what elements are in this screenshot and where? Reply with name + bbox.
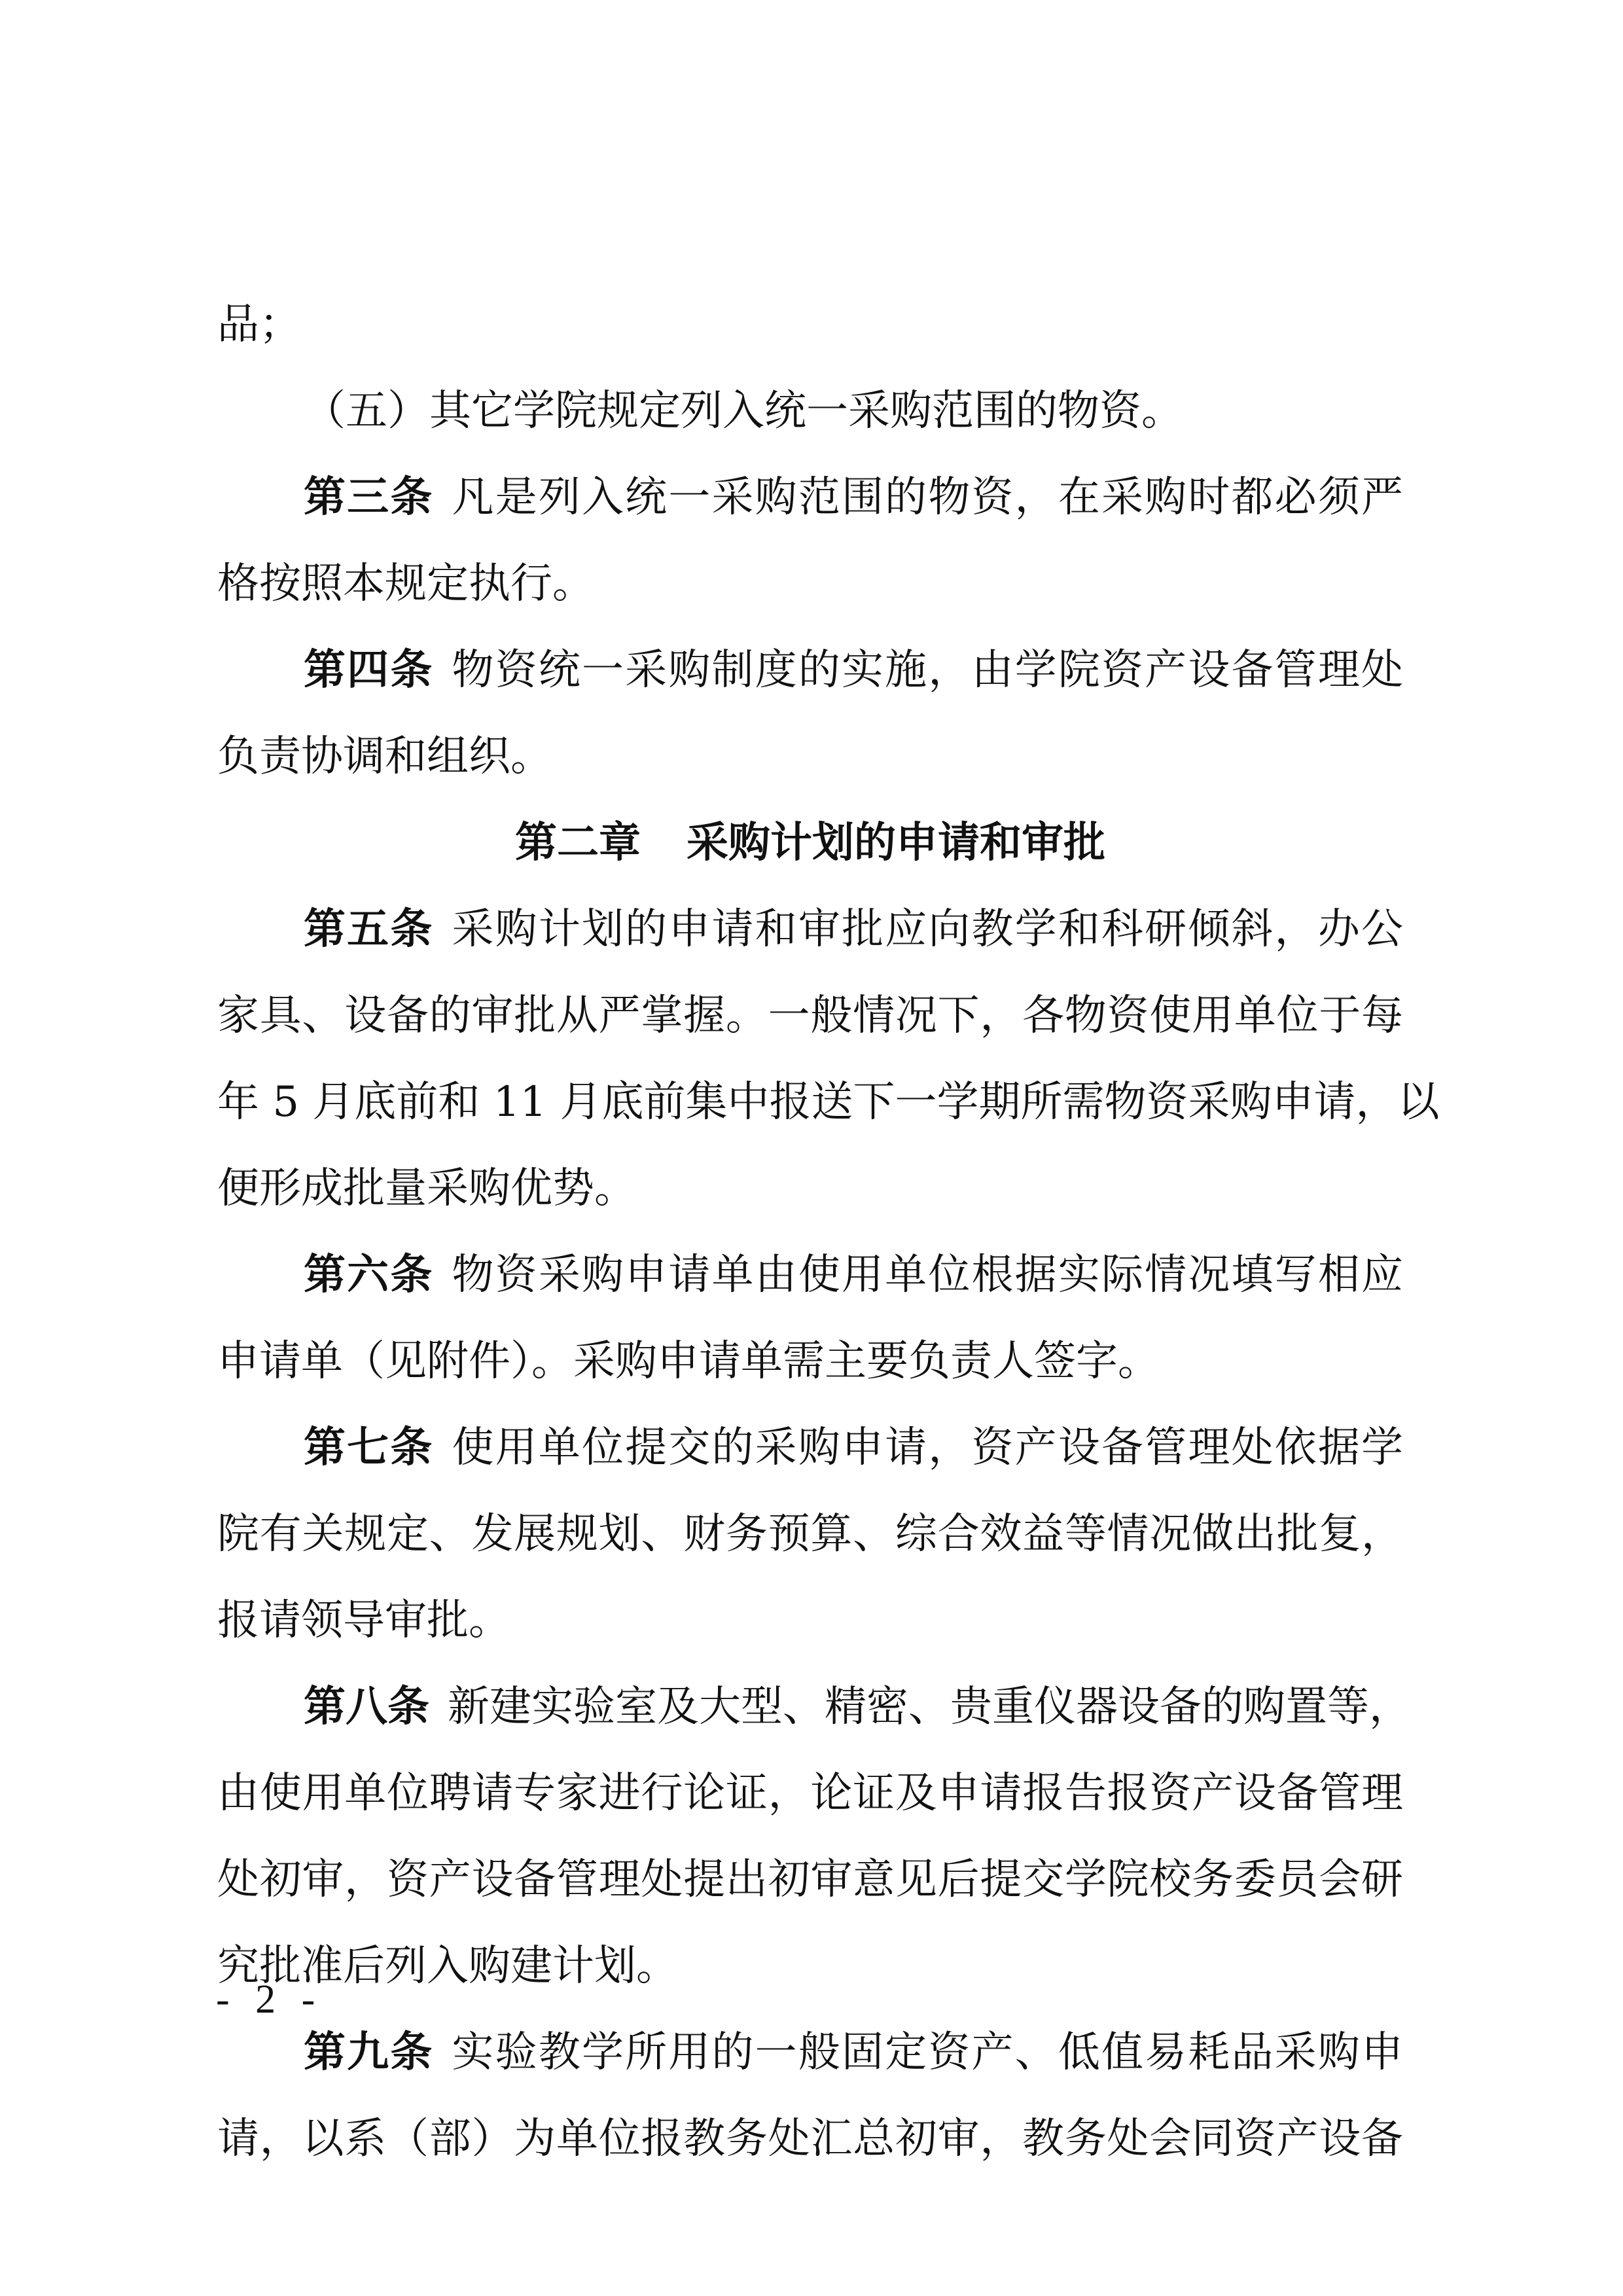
text-line: （五）其它学院规定列入统一采购范围的物资。 [304,387,1183,435]
text-line: 院有关规定、发展规划、财务预算、综合效益等情况做出批复， [217,1510,1403,1558]
text-line: 年 5 月底前和 11 月底前集中报送下一学期所需物资采购申请，以 [217,1078,1440,1126]
article-6 [217,1232,1403,1318]
chapter-heading [217,800,1403,886]
text-line: 请，以系（部）为单位报教务处汇总初审，教务处会同资产设备 [217,2115,1403,2163]
text-line: 便形成批量采购优势。 [217,1164,636,1213]
text-line: 处初审，资产设备管理处提出初审意见后提交学院校务委员会研 [217,1856,1403,1904]
article-4 [217,627,1403,713]
article-5 [217,886,1403,973]
text-line: 采购计划的申请和审批应向教学和科研倾斜，办公 [452,905,1403,954]
article-9 [217,2009,1403,2096]
article-label: 第九条 [304,2028,434,2077]
chapter-title: 采购计划的申请和审批 [687,819,1105,867]
article-3 [217,454,1403,541]
text-line: 由使用单位聘请专家进行论证，论证及申请报告报资产设备管理 [217,1769,1403,1818]
text-line: 新建实验室及大型、精密、贵重仪器设备的购置等， [448,1683,1411,1731]
article-7 [217,1405,1403,1491]
article-label: 第五条 [304,905,434,954]
text-line: 凡是列入统一采购范围的物资，在采购时都必须严 [452,473,1403,522]
chapter-number: 第二章 [515,819,641,867]
article-label: 第四条 [304,646,434,694]
text-line: 物资统一采购制度的实施，由学院资产设备管理处 [452,646,1403,694]
text-line: 报请领导审批。 [217,1596,510,1645]
text-line: 申请单（见附件）。采购申请单需主要负责人签字。 [217,1337,1160,1386]
article-label: 第八条 [304,1683,429,1731]
text-line: 格按照本规定执行。 [217,560,594,608]
article-label: 第三条 [304,473,434,522]
text-line: 实验教学所用的一般固定资产、低值易耗品采购申 [452,2028,1403,2077]
article-8 [217,1664,1411,1750]
page-number: - 2 - [216,1977,323,2022]
article-label: 第七条 [304,1424,434,1472]
text-line: 使用单位提交的采购申请，资产设备管理处依据学 [452,1424,1403,1472]
document-body [217,281,1440,2182]
text-line: 物资采购申请单由使用单位根据实际情况填写相应 [452,1251,1403,1299]
text-line: 品； [217,300,301,349]
text-line: 究批准后列入购建计划。 [217,1942,678,1990]
text-line: 家具、设备的审批从严掌握。一般情况下，各物资使用单位于每 [217,992,1403,1040]
article-label: 第六条 [304,1251,434,1299]
text-line: 负责协调和组织。 [217,732,552,781]
